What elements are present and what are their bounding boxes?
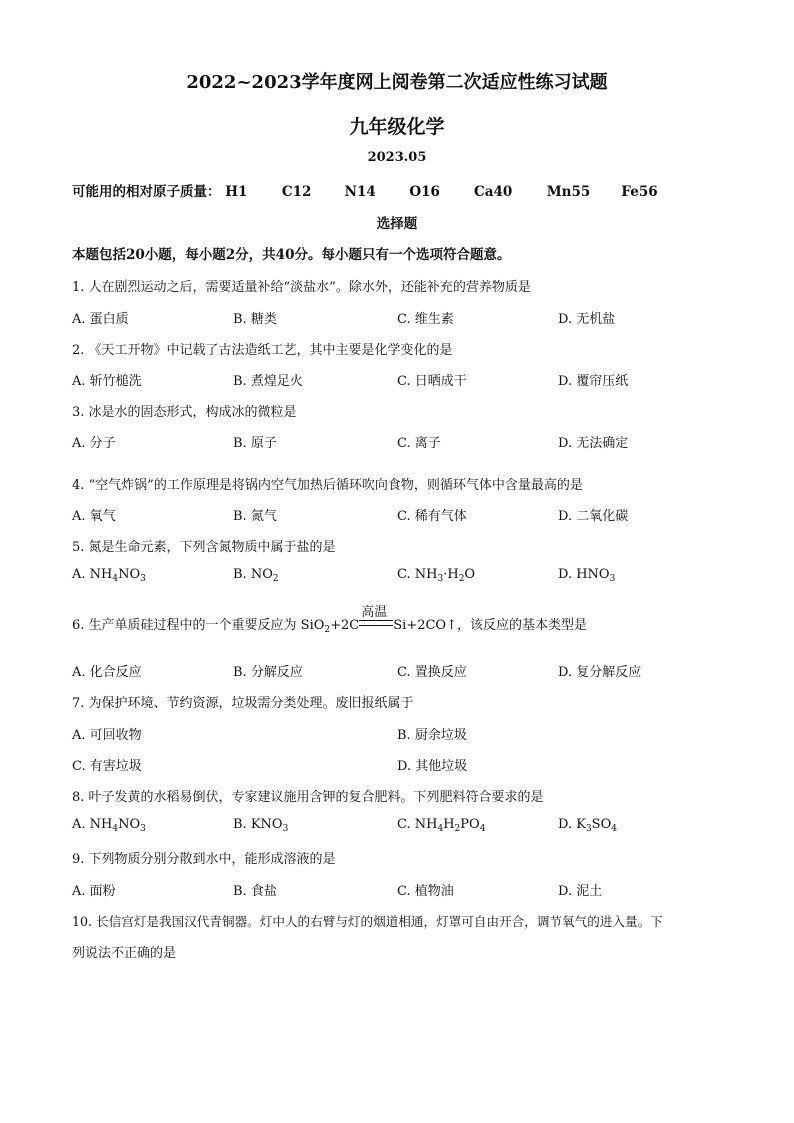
question-9-option-a: A. 面粉 [72, 884, 116, 899]
condition-label: 高温 [361, 605, 388, 620]
question-1-option-c: C. 维生素 [397, 312, 454, 327]
formula-text: ·H [443, 567, 459, 582]
subscript: 3 [609, 574, 616, 584]
question-8-stem: 8. 叶子发黄的水稻易倒伏，专家建议施用含钾的复合肥料。下列肥料符合要求的是 [72, 790, 544, 805]
question-6-stem [72, 605, 587, 635]
question-2-option-c: C. 日晒成干 [397, 374, 467, 389]
question-1-option-d: D. 无机盐 [558, 312, 616, 327]
question-9-option-c: C. 植物油 [397, 884, 454, 899]
question-10-stem-line-2: 列说法不正确的是 [72, 946, 177, 961]
subscript: 3 [140, 574, 146, 584]
section-title: 选择题 [376, 216, 418, 232]
question-2-option-a: A. 斩竹槌洗 [72, 374, 142, 389]
exam-subject: 九年级化学 [349, 116, 445, 138]
subscript: 2 [272, 574, 279, 584]
atomic-mass-h: H1 [225, 184, 248, 200]
question-1-option-b: B. 糖类 [233, 312, 277, 327]
formula-text: NO [118, 567, 141, 582]
stem-text: +2C [330, 618, 360, 633]
question-9-option-d: D. 泥土 [558, 884, 603, 899]
reaction-condition [359, 605, 393, 633]
question-8-option-c [397, 817, 485, 834]
formula-text: A. NH [72, 567, 113, 582]
question-9-stem: 9. 下列物质分别分散到水中，能形成溶液的是 [72, 852, 336, 867]
question-8-option-a [72, 817, 146, 834]
question-3-option-d: D. 无法确定 [558, 436, 629, 451]
question-1-option-a: A. 蛋白质 [72, 312, 129, 327]
question-7-option-a: A. 可回收物 [72, 728, 142, 743]
formula-text: B. KNO [233, 817, 283, 832]
question-7-option-c: C. 有害垃圾 [72, 759, 142, 774]
atomic-mass-o: O16 [409, 184, 440, 200]
question-7-stem: 7. 为保护环境、节约资源，垃圾需分类处理。废旧报纸属于 [72, 696, 414, 711]
exam-date: 2023.05 [367, 150, 427, 165]
subscript: 4 [437, 824, 444, 834]
subscript: 4 [112, 824, 119, 834]
question-5-option-b [233, 567, 279, 584]
atomic-mass-ca: Ca40 [474, 184, 513, 200]
formula-text: A. NH [72, 817, 113, 832]
subscript: 3 [437, 574, 444, 584]
subscript: 2 [454, 824, 461, 834]
question-1-stem: 1. 人在剧烈运动之后，需要适量补给“淡盐水”。除水外，还能补充的营养物质是 [72, 280, 531, 295]
formula-text: D. K [558, 817, 586, 832]
subscript: 4 [611, 824, 617, 834]
subscript: 3 [585, 824, 592, 834]
subscript: 4 [479, 824, 486, 834]
question-2-stem: 2. 《天工开物》中记载了古法造纸工艺，其中主要是化学变化的是 [72, 343, 453, 358]
equals-sign [359, 620, 393, 626]
stem-text: 6. 生产单质硅过程中的一个重要反应为 SiO [72, 618, 325, 633]
question-6-option-d: D. 复分解反应 [558, 665, 642, 680]
atomic-masses-label: 可能用的相对原子质量： [72, 184, 221, 200]
stem-text: Si+2CO↑，该反应的基本类型是 [393, 618, 587, 633]
question-9-option-b: B. 食盐 [233, 884, 277, 899]
formula-text: D. HNO [558, 567, 610, 582]
formula-text: B. NO [233, 567, 273, 582]
exam-title: 2022~2023学年度网上阅卷第二次适应性练习试题 [186, 72, 608, 93]
question-8-option-d [558, 817, 617, 834]
question-6-option-c: C. 置换反应 [397, 665, 467, 680]
subscript: 4 [112, 574, 119, 584]
atomic-mass-mn: Mn55 [546, 184, 591, 200]
question-3-option-c: C. 离子 [397, 436, 441, 451]
formula-text: PO [460, 817, 480, 832]
atomic-mass-n: N14 [344, 184, 376, 200]
subscript: 3 [140, 824, 146, 834]
question-10-stem-line-1: 10. 长信宫灯是我国汉代青铜器。灯中人的右臂与灯的烟道相通，灯罩可自由开合，调节氧气的进入量。下 [72, 914, 663, 929]
question-6-option-a: A. 化合反应 [72, 665, 142, 680]
question-5-option-c [397, 567, 475, 584]
question-5-option-a [72, 567, 146, 584]
question-8-option-b [233, 817, 288, 834]
question-2-option-d: D. 覆帘压纸 [558, 374, 629, 389]
question-7-option-d: D. 其他垃圾 [397, 759, 468, 774]
formula-text: C. NH [397, 567, 438, 582]
question-3-option-b: B. 原子 [233, 436, 277, 451]
formula-text: NO [118, 817, 141, 832]
subscript: 3 [282, 824, 289, 834]
subscript: 2 [458, 574, 465, 584]
question-4-stem: 4. “空气炸锅”的工作原理是将锅内空气加热后循环吹向食物，则循环气体中含量最高的是 [72, 478, 583, 493]
section-instructions: 本题包括20小题，每小题2分，共40分。每小题只有一个选项符合题意。 [72, 247, 511, 263]
atomic-mass-fe: Fe56 [621, 184, 658, 200]
question-3-option-a: A. 分子 [72, 436, 116, 451]
formula-text: H [443, 817, 455, 832]
question-5-option-d [558, 567, 615, 584]
atomic-mass-c: C12 [281, 184, 312, 200]
question-5-stem: 5. 氮是生命元素，下列含氮物质中属于盐的是 [72, 540, 336, 555]
question-4-option-b: B. 氮气 [233, 509, 277, 524]
question-4-option-a: A. 氧气 [72, 509, 116, 524]
formula-text: O [464, 567, 476, 582]
question-7-option-b: B. 厨余垃圾 [397, 728, 467, 743]
question-2-option-b: B. 煮煌足火 [233, 374, 303, 389]
question-4-option-d: D. 二氧化碳 [558, 509, 629, 524]
subscript: 2 [324, 625, 331, 635]
question-4-option-c: C. 稀有气体 [397, 509, 467, 524]
question-6-option-b: B. 分解反应 [233, 665, 303, 680]
formula-text: C. NH [397, 817, 438, 832]
atomic-masses [72, 180, 658, 200]
question-3-stem: 3. 冰是水的固态形式，构成冰的微粒是 [72, 405, 297, 420]
formula-text: SO [591, 817, 612, 832]
